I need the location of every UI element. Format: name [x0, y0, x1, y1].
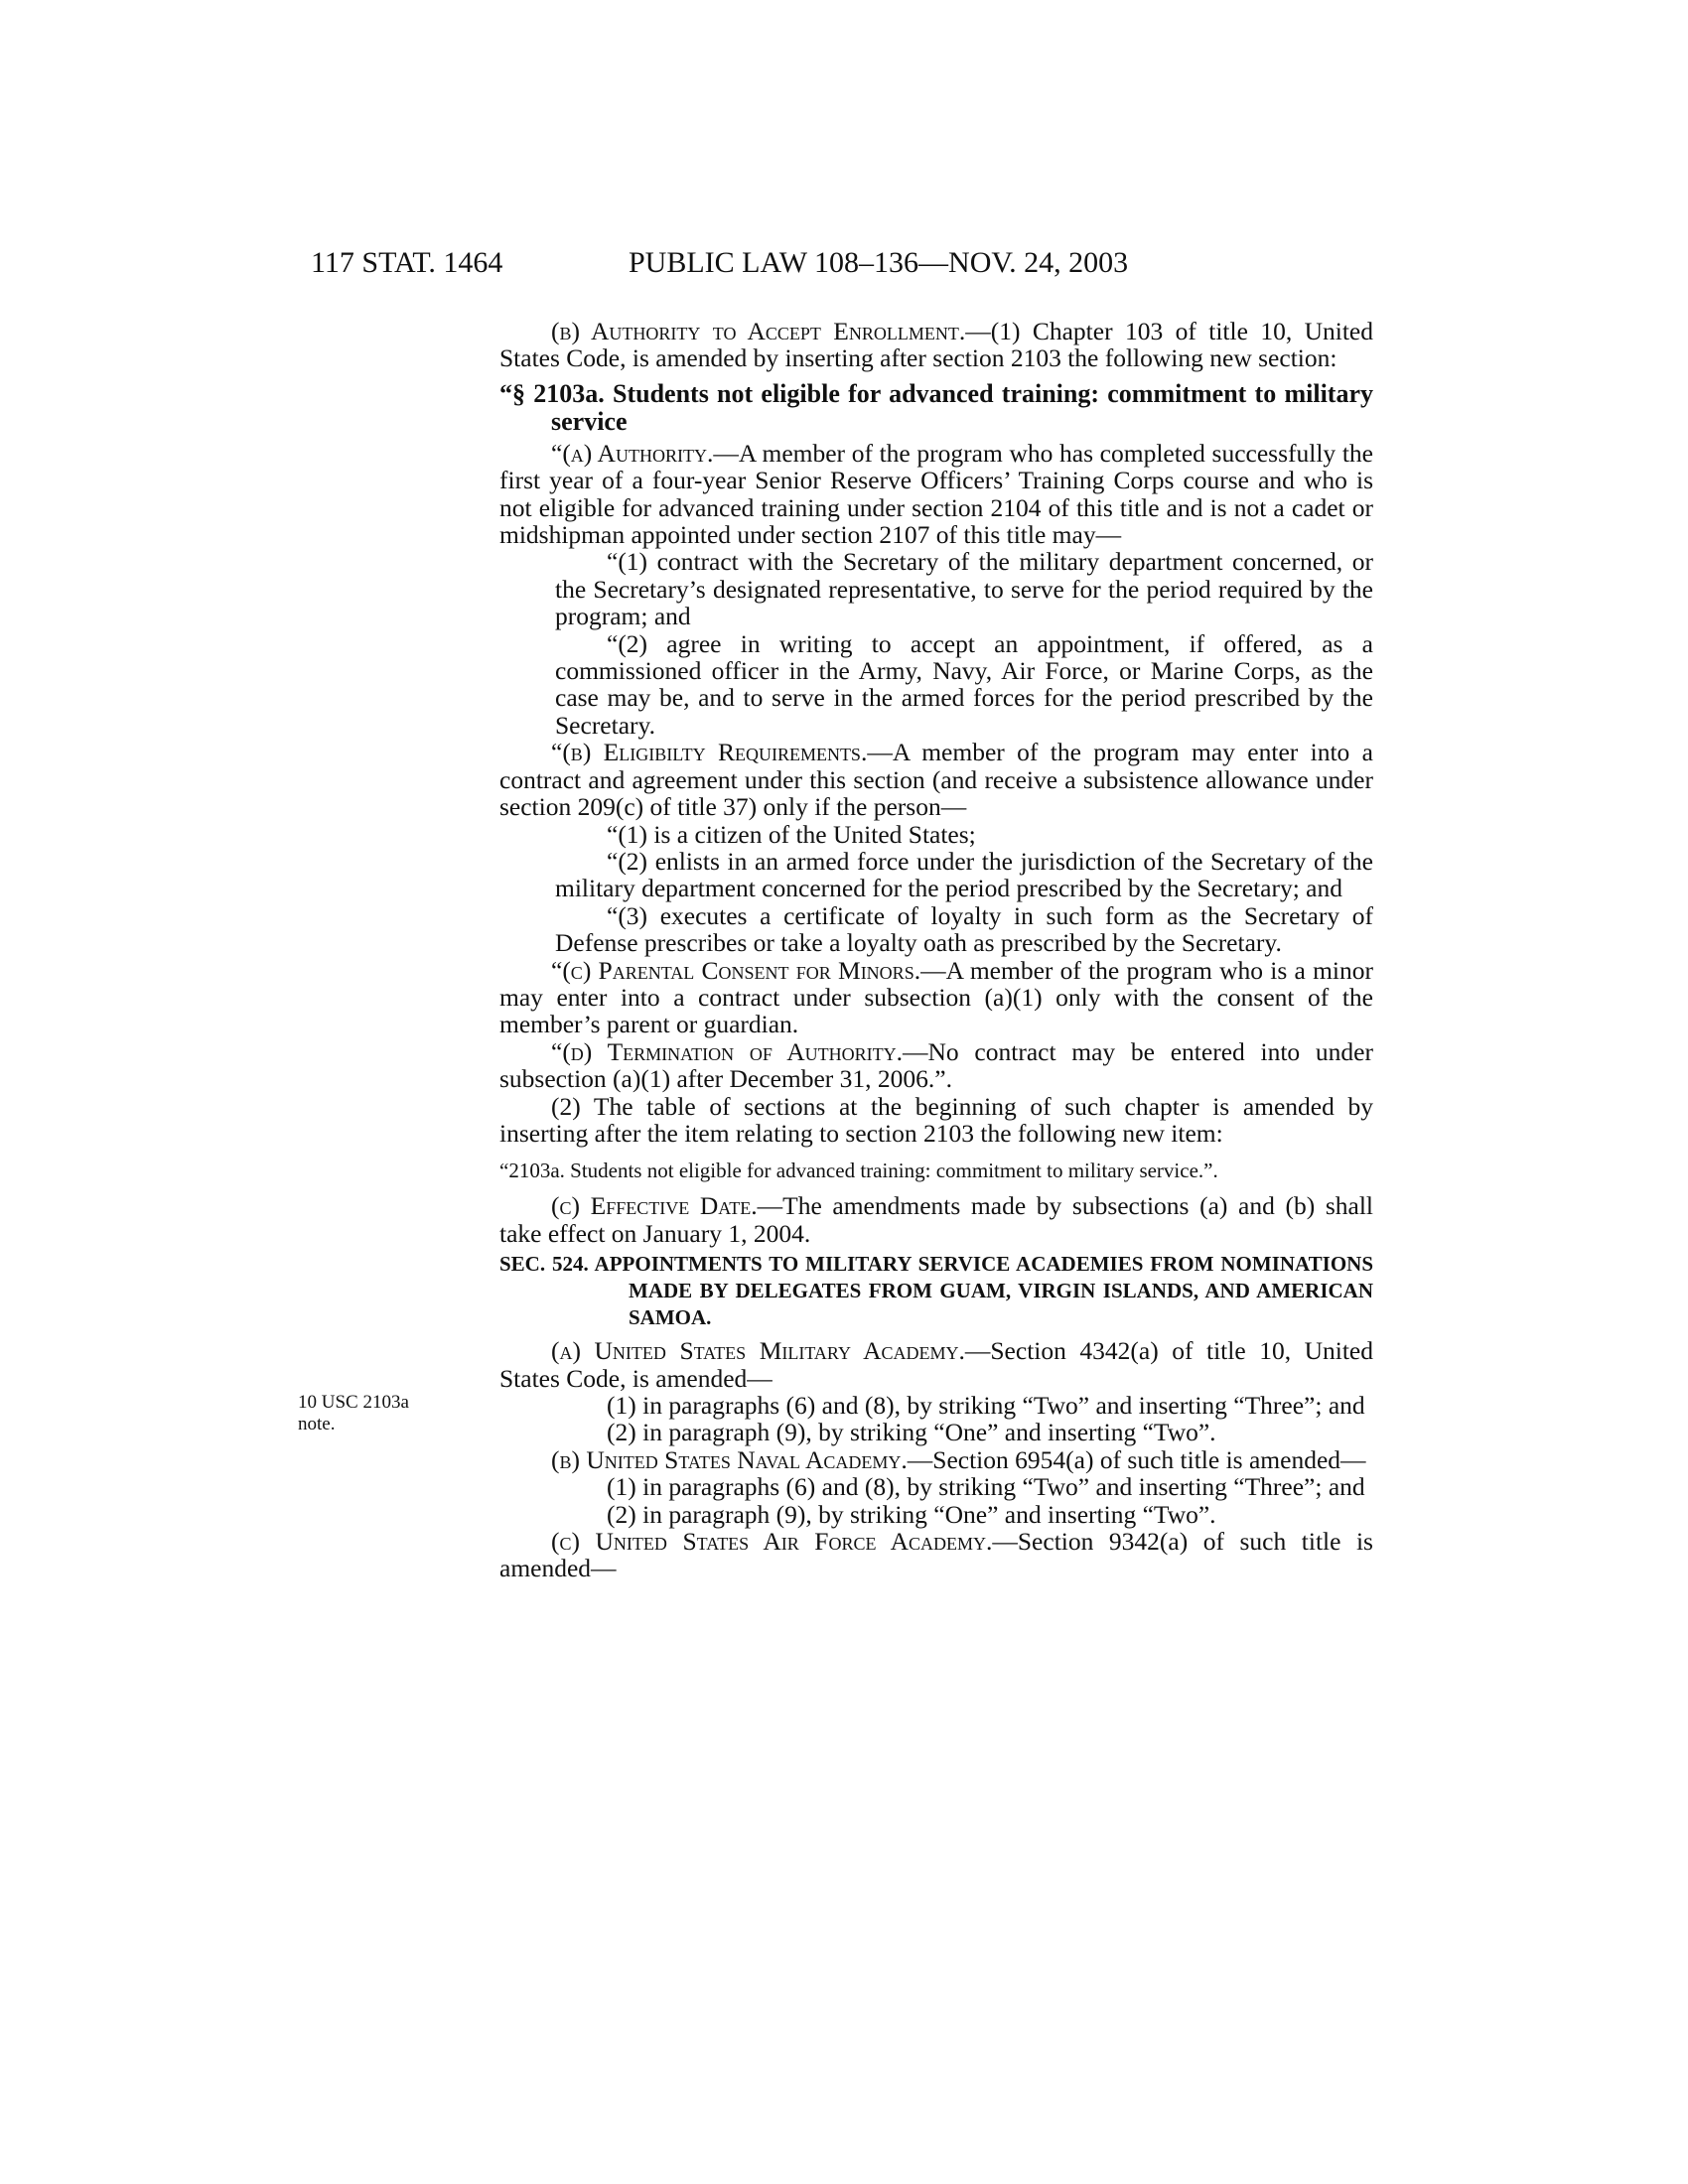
subsection-heading: “(b) Eligibilty Requirements. [551, 738, 868, 767]
section-2103a-heading: “§ 2103a. Students not eligible for advanced training: commitment to military service [499, 378, 1373, 436]
paragraph-text: —(1) Chapter 103 of title 10, United States Code, is amended by inserting after section 2103 the following new section: [499, 317, 1373, 373]
subsection-heading: (b) United States Naval Academy. [551, 1444, 908, 1474]
clause-usma-1: (1) in paragraphs (6) and (8), by striking “Two” and inserting “Three”; and [607, 1391, 1365, 1420]
subsection-heading: (a) United States Military Academy. [551, 1336, 965, 1366]
clause-usna-2: (2) in paragraph (9), by striking “One” and inserting “Two”. [607, 1499, 1216, 1529]
paragraph-text: —No contract may be entered into under subsection (a)(1) after December 31, 2006.”. [499, 1036, 1373, 1094]
subsection-heading: “(c) Parental Consent for Minors. [551, 955, 921, 985]
paragraph-c-effective-date [499, 1192, 1373, 1247]
paragraph-text: —A member of the program may enter into a contract and agreement under this section (and receive a subsistence allowance under section 209(c) of title 37) only if the person— [499, 738, 1373, 822]
clause-b3: “(3) executes a certificate of loyalty in such form as the Secretary of Defense prescribes or take a loyalty oath as prescribed by the Secretary. [555, 900, 1373, 958]
paragraph-b-authority [499, 318, 1373, 372]
paragraph-2-table-of-sections: (2) The table of sections at the beginning of such chapter is amended by inserting after the item relating to section 2103 the following new item: [499, 1091, 1373, 1148]
paragraph-b-eligibility [499, 739, 1373, 820]
clause-a2: “(2) agree in writing to accept an appointment, if offered, as a commissioned officer in the Army, Navy, Air Force, or Marine Corps, as the case may be, and to serve in the armed forces for the period prescribed by the Secretary. [555, 628, 1373, 740]
clause-a1: “(1) contract with the Secretary of the military department concerned, or the Secretary’s designated representative, to serve for the period required by the program; and [555, 547, 1373, 631]
paragraph-text: —A member of the program who is a minor may enter into a contract under subsection (a)(1) only with the consent of the member’s parent or guardian. [499, 955, 1373, 1039]
public-law-title: PUBLIC LAW 108–136—NOV. 24, 2003 [629, 246, 1129, 279]
page-header [311, 246, 1373, 286]
subsection-heading: (c) United States Air Force Academy. [551, 1527, 993, 1557]
subsection-heading: “(d) Termination of Authority. [551, 1036, 904, 1066]
subsection-heading: (c) Effective Date. [551, 1191, 758, 1221]
table-of-sections-item: “2103a. Students not eligible for advanced training: commitment to military service.”. [499, 1159, 1218, 1183]
subsection-heading: “(a) Authority. [551, 438, 714, 468]
paragraph-text: —Section 4342(a) of title 10, United States Code, is amended— [499, 1336, 1374, 1393]
clause-usna-1: (1) in paragraphs (6) and (8), by striking “Two” and inserting “Three”; and [607, 1472, 1365, 1502]
paragraph-text: —Section 9342(a) of such title is amended— [499, 1527, 1373, 1583]
paragraph-a-military-academy [499, 1337, 1373, 1392]
paragraph-d-termination [499, 1038, 1373, 1093]
section-524-heading: SEC. 524. APPOINTMENTS TO MILITARY SERVICE ACADEMIES FROM NOMINATIONS MADE BY DELEGATES FROM GUAM, VIRGIN ISLANDS, AND AMERICAN SAMOA. [499, 1252, 1373, 1330]
subsection-heading: (b) Authority to Accept Enrollment. [551, 317, 966, 345]
paragraph-b-naval-academy [499, 1446, 1373, 1473]
paragraph-text: —A member of the program who has completed successfully the first year of a four-year Senior Reserve Officers’ Training Corps course and who is not eligible for advanced training under section 2104 of this title and is not a cadet or midshipman appointed under section 2107 of this title may— [499, 438, 1373, 550]
clause-b2: “(2) enlists in an armed force under the jurisdiction of the Secretary of the military department concerned for the period prescribed by the Secretary; and [555, 846, 1373, 903]
paragraph-c-parental-consent [499, 957, 1373, 1038]
margin-note-citation: 10 USC 2103a [298, 1392, 409, 1413]
paragraph-c-air-force-academy [499, 1528, 1373, 1582]
stat-page-reference: 117 STAT. 1464 [311, 246, 503, 279]
paragraph-text: —The amendments made by subsections (a) and (b) shall take effect on January 1, 2004. [499, 1191, 1374, 1248]
paragraph-text: —Section 6954(a) of such title is amended— [907, 1444, 1366, 1474]
clause-b1: “(1) is a citizen of the United States; [607, 819, 976, 849]
clause-usma-2: (2) in paragraph (9), by striking “One” and inserting “Two”. [607, 1418, 1216, 1447]
paragraph-a-authority [499, 440, 1373, 549]
document-body [499, 318, 1373, 1582]
margin-note [298, 1392, 417, 1435]
margin-note-label: note. [298, 1414, 336, 1434]
